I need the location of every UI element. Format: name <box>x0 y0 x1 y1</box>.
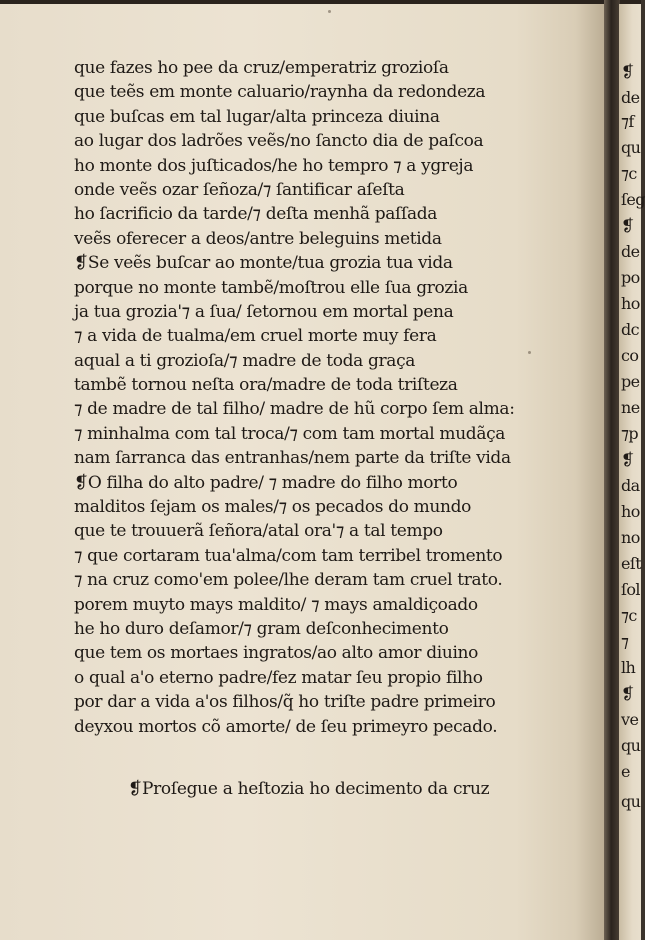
verse-line: aqual a ti grozioſa/⁊ madre de toda graça <box>74 350 416 371</box>
facing-page-fragment: ho <box>621 294 640 313</box>
verse-line: ⁊ na cruz como'em polee/lhe deram tam cruel trato. <box>74 570 503 591</box>
verse-line: ⁊ a vida de tualma/em cruel morte muy fera <box>74 326 437 347</box>
facing-page-fragment: ❡ <box>621 216 634 235</box>
facing-page-fragment: ne <box>621 398 640 417</box>
facing-page-fragment: ⁊ <box>621 632 629 651</box>
facing-page-fragment: ſeg <box>621 190 645 209</box>
verse-line: onde veẽs ozar ſeñoza/⁊ ſantificar aſeſta <box>74 179 405 200</box>
facing-page-fragment: ⁊c <box>621 606 637 625</box>
facing-page-fragment: eſt <box>621 554 642 573</box>
paper-speck <box>328 10 331 13</box>
facing-page-fragment: lh <box>621 658 636 677</box>
facing-page-fragment: po <box>621 268 640 287</box>
verse-line: tambẽ tornou neſta ora/madre de toda triſteza <box>74 375 458 396</box>
facing-page-fragment: ❡ <box>621 684 634 703</box>
facing-page-fragment: no <box>621 528 640 547</box>
verse-line: que teẽs em monte caluario/raynha da redondeza <box>74 82 486 103</box>
verse-line: porque no monte tambẽ/moſtrou elle ſua grozia <box>74 277 468 298</box>
facing-page-fragment: ⁊c <box>621 164 637 183</box>
facing-page-fragment: co <box>621 346 639 365</box>
facing-page-fragment: de <box>621 242 640 261</box>
facing-page-fragment: de <box>621 88 640 107</box>
verse-line: por dar a vida a'os filhos/q̃ ho triſte padre primeiro <box>74 692 496 713</box>
facing-page-fragment: ❡ <box>621 450 634 469</box>
facing-page-fragment: ❡ <box>621 62 634 81</box>
verse-line: que tem os mortaes ingratos/ao alto amor diuino <box>74 643 479 664</box>
verse-line: ⁊ de madre de tal filho/ madre de hũ corpo ſem alma: <box>74 399 515 420</box>
book-gutter <box>604 0 620 940</box>
verse-line: que te trouuerã ſeñora/atal ora'⁊ a tal tempo <box>74 521 443 542</box>
facing-page-fragment: ve <box>621 710 639 729</box>
verse-line: ao lugar dos ladrões veẽs/no ſancto dia de paſcoa <box>74 131 484 152</box>
verse-line: ⁊ que cortaram tua'alma/com tam terribel tromento <box>74 545 503 566</box>
facing-page-fragment: ho <box>621 502 640 521</box>
section-heading: ❡Proſegue a heſtozia ho decimento da cruz <box>128 779 490 799</box>
verse-line: ❡Se veẽs buſcar ao monte/tua grozia tua vida <box>74 253 453 274</box>
verse-line: que buſcas em tal lugar/alta princeza diuina <box>74 106 440 127</box>
paper-speck <box>528 351 531 354</box>
facing-page-fragment: dc <box>621 320 640 339</box>
facing-page-fragment: qu <box>621 736 641 755</box>
verse-line: nam ſarranca das entranhas/nem parte da triſte vida <box>74 448 511 469</box>
verse-line: deyxou mortos cõ amorte/ de ſeu primeyro pecado. <box>74 716 498 737</box>
facing-page-fragment: e <box>621 762 630 781</box>
verse-line: porem muyto mays maldito/ ⁊ mays amaldiçoado <box>74 594 478 615</box>
facing-page-fragment: da <box>621 476 640 495</box>
facing-page-fragment: pe <box>621 372 640 391</box>
verse-line: ❡O filha do alto padre/ ⁊ madre do filho morto <box>74 472 458 493</box>
facing-page-edge <box>619 4 645 940</box>
facing-page-fragment: qu <box>621 138 641 157</box>
verse-line: que fazes ho pee da cruz/emperatriz grozioſa <box>74 58 449 78</box>
facing-page-fragment: ⁊f <box>621 112 634 131</box>
verse-line: he ho duro deſamor/⁊ gram deſconhecimento <box>74 618 449 639</box>
verse-line: ho monte dos juſticados/he ho tempro ⁊ a ygreja <box>74 155 474 176</box>
facing-page-fragment: ⁊p <box>621 424 638 443</box>
verse-text-block <box>74 56 604 739</box>
verse-line: malditos ſejam os males/⁊ os pecados do mundo <box>74 497 472 518</box>
verse-line: ⁊ minhalma com tal troca/⁊ com tam mortal mudãça <box>74 423 506 444</box>
verse-line: o qual a'o eterno padre/fez matar ſeu propio filho <box>74 667 483 688</box>
verse-line: ja tua grozia'⁊ a ſua/ ſetornou em mortal pena <box>74 301 454 322</box>
book-page-left <box>0 4 606 940</box>
verse-line: veẽs oferecer a deos/antre beleguins metida <box>74 228 442 249</box>
verse-line: ho ſacrificio da tarde/⁊ deſta menhã paſſada <box>74 204 438 225</box>
facing-page-fragment: ſol <box>621 580 640 599</box>
facing-page-fragment: qu <box>621 792 641 811</box>
